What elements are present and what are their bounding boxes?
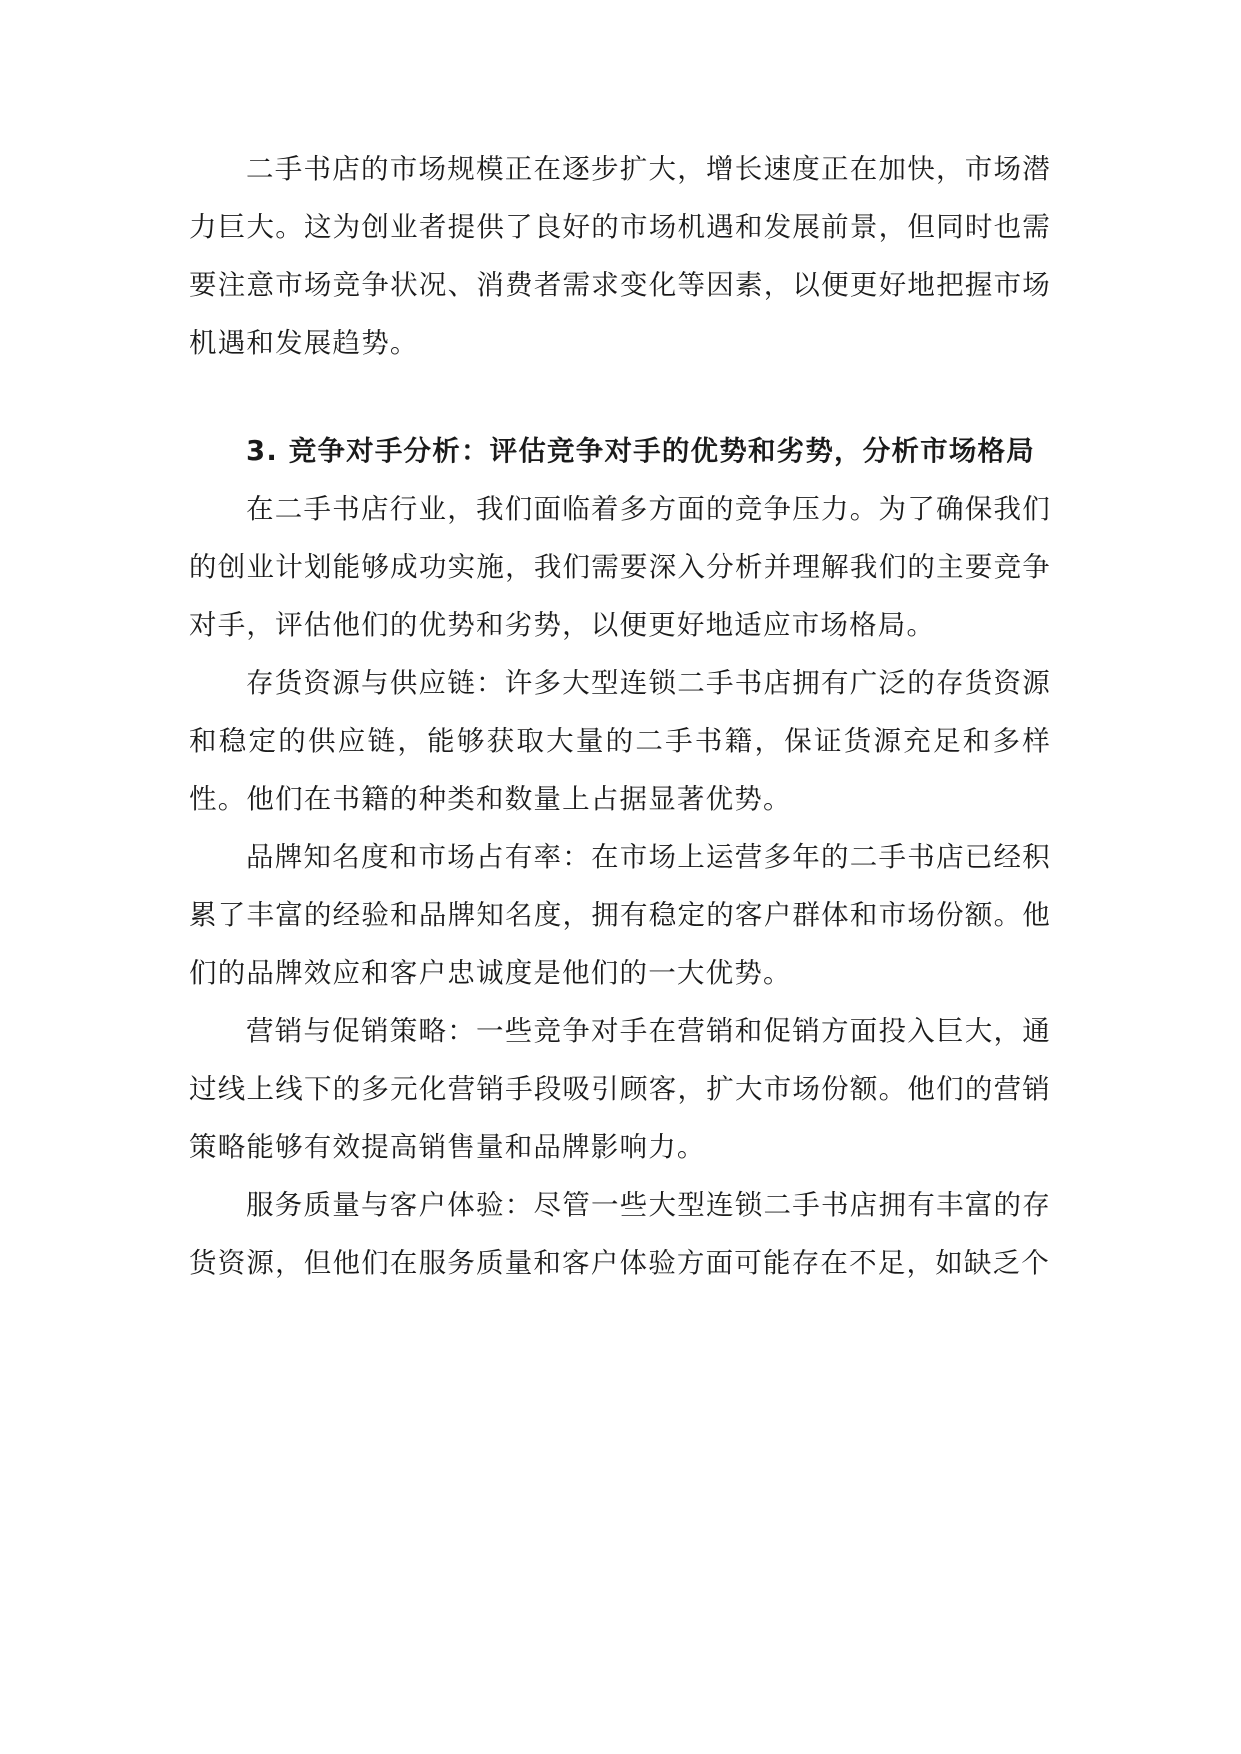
paragraph-inventory-supply-chain: 存货资源与供应链：许多大型连锁二手书店拥有广泛的存货资源和稳定的供应链，能够获取大量的二手书籍，保证货源充足和多样性。他们在书籍的种类和数量上占据显著优势。 — [189, 667, 1051, 815]
paragraph-marketing-promotion: 营销与促销策略：一些竞争对手在营销和促销方面投入巨大，通过线上线下的多元化营销手段吸引顾客，扩大市场份额。他们的营销策略能够有效提高销售量和品牌影响力。 — [189, 1015, 1051, 1163]
paragraph-service-quality: 服务质量与客户体验：尽管一些大型连锁二手书店拥有丰富的存货资源，但他们在服务质量和客户体验方面可能存在不足，如缺乏个 — [189, 1189, 1051, 1279]
section-spacer — [189, 372, 1051, 422]
section-heading-competitor-analysis: 3. 竞争对手分析：评估竞争对手的优势和劣势，分析市场格局 — [246, 435, 1035, 467]
paragraph-competition-intro: 在二手书店行业，我们面临着多方面的竞争压力。为了确保我们的创业计划能够成功实施，我们需要深入分析并理解我们的主要竞争对手，评估他们的优势和劣势，以便更好地适应市场格局。 — [189, 493, 1051, 641]
paragraph-brand-awareness: 品牌知名度和市场占有率：在市场上运营多年的二手书店已经积累了丰富的经验和品牌知名度，拥有稳定的客户群体和市场份额。他们的品牌效应和客户忠诚度是他们的一大优势。 — [189, 841, 1051, 989]
paragraph-market-potential: 二手书店的市场规模正在逐步扩大，增长速度正在加快，市场潜力巨大。这为创业者提供了良好的市场机遇和发展前景，但同时也需要注意市场竞争状况、消费者需求变化等因素，以便更好地把握市场机遇和发展趋势。 — [189, 153, 1051, 359]
document-body — [189, 140, 1051, 1292]
